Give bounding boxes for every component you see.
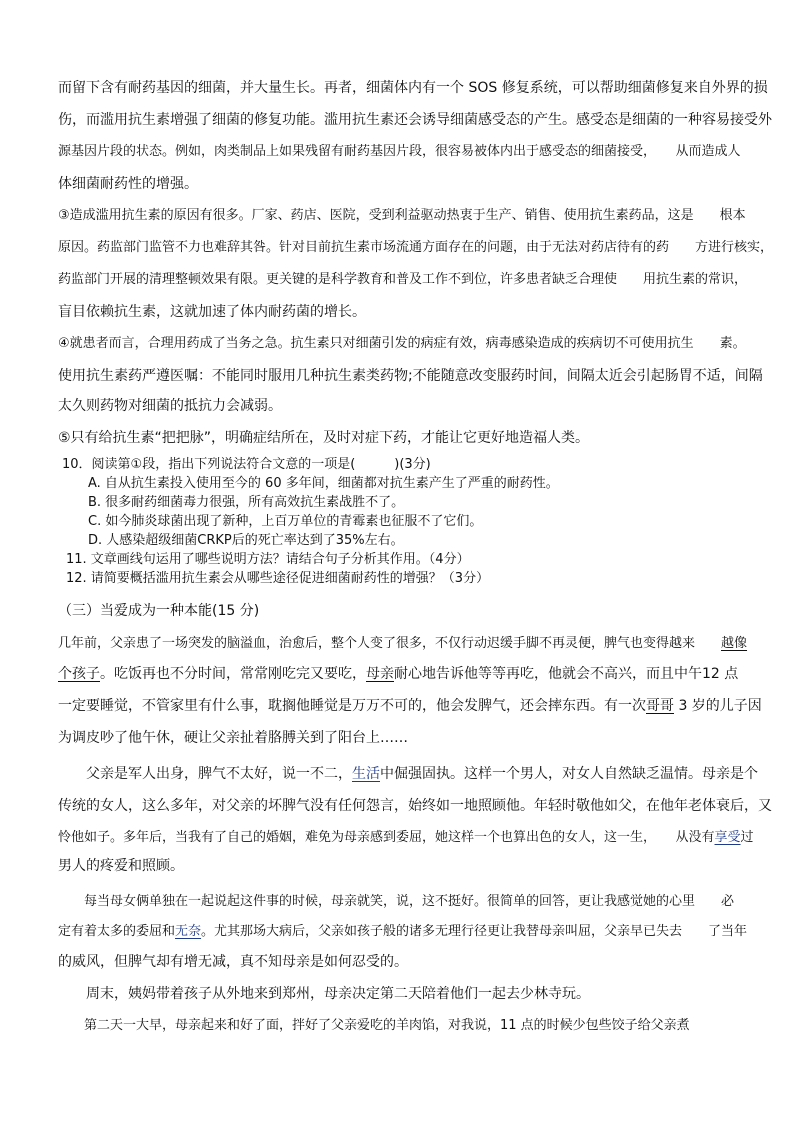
- text-run: 3 岁的儿子因: [674, 698, 762, 714]
- paragraph-line: ④就患者而言，合理用药成了当务之急。抗生素只对细菌引发的病症有效，病毒感染造成的疾病切不可使用抗生 素。: [58, 336, 746, 351]
- text-run: 一定要睡觉，不管家里有什么事，耽搁他睡觉是万万不可的，他会发脾气，还会摔东西。有一次: [58, 698, 646, 714]
- text-run: 怜他如子。多年后，当我有了自己的婚姻，难免为母亲感到委屈，她这样一个也算出色的女人，这一生， 从没有: [58, 830, 715, 845]
- text-run: 几年前，父亲患了一场突发的脑溢血，治愈后，整个人变了很多，不仅行动迟缓手脚不再灵便，脾气也变得越来: [58, 636, 722, 651]
- paragraph-line: [58, 664, 748, 684]
- text-run: 定有着太多的委屈和: [58, 924, 176, 939]
- question-10-option-d: D. 人感染超级细菌CRKP后的死亡率达到了35%左右。: [88, 533, 404, 548]
- paragraph-line: 原因。药监部门监管不力也难辞其咎。针对目前抗生素市场流通方面存在的问题，由于无法对药店待有的药 方进行核实，: [58, 240, 774, 255]
- underlined-phrase: 享受: [714, 830, 741, 845]
- paragraph-line: 药监部门开展的清理整顿效果有限。更关键的是科学教育和普及工作不到位，许多患者缺乏合理使 用抗生素的常识，: [58, 272, 748, 287]
- text-run: 中倔强固执。这样一个男人，对女人自然缺乏温情。母亲是个: [380, 766, 758, 782]
- underlined-phrase: 母亲: [366, 666, 394, 682]
- question-10: 10．阅读第①段，指出下列说法符合文意的一项是( )(3分): [62, 457, 431, 472]
- underlined-phrase: 生活: [352, 766, 380, 782]
- underlined-phrase: 个孩子: [58, 666, 100, 682]
- paragraph-line: 男人的疼爱和照顾。: [58, 858, 184, 874]
- paragraph-line: 每当母女俩单独在一起说起这件事的时候，母亲就笑，说，这不挺好。很简单的回答，更让我感觉她的心里 必: [58, 894, 735, 909]
- paragraph-line: 而留下含有耐药基因的细菌，并大量生长。再者，细菌体内有一个 SOS 修复系统，可以帮助细菌修复来自外界的损: [58, 80, 768, 96]
- text-run: 耐心地告诉他等等再吃，他就会不高兴，而且中午12 点: [394, 666, 739, 682]
- paragraph-line: 第二天一大早，母亲起来和好了面，拌好了父亲爱吃的羊肉馅，对我说，11 点的时候少包些饺子给父亲煮: [58, 1018, 690, 1033]
- paragraph-line: 为调皮吵了他午休，硬让父亲扯着胳膊关到了阳台上……: [58, 730, 408, 746]
- paragraph-line: [58, 634, 748, 654]
- text-run: 。吃饭再也不分时间，常常刚吃完又要吃，: [100, 666, 366, 682]
- underlined-phrase: 无奈: [175, 924, 202, 939]
- text-run: 父亲是军人出身，脾气不太好，说一不二，: [58, 766, 352, 782]
- text-run: 过: [740, 830, 754, 845]
- paragraph-line: [58, 696, 762, 716]
- section-title: （三）当爱成为一种本能(15 分): [58, 603, 260, 619]
- paragraph-line: 伤，而滥用抗生素增强了细菌的修复功能。滥用抗生素还会诱导细菌感受态的产生。感受态是细菌的一种容易接受外: [58, 112, 772, 128]
- question-10-option-b: B. 很多耐药细菌毒力很强，所有高效抗生素战胜不了。: [88, 495, 405, 510]
- question-10-option-c: C. 如今肺炎球菌出现了新种，上百万单位的青霉素也征服不了它们。: [88, 514, 483, 529]
- paragraph-line: [58, 764, 758, 784]
- question-12: 12. 请简要概括滥用抗生素会从哪些途径促进细菌耐药性的增强？（3分）: [66, 571, 490, 586]
- text-run: 。尤其那场大病后，父亲如孩子般的诸多无理行径更让我替母亲叫屈，父亲早已失去 了当年: [201, 924, 748, 939]
- paragraph-line: 周末，姨妈带着孩子从外地来到郑州，母亲决定第二天陪着他们一起去少林寺玩。: [58, 986, 590, 1002]
- paragraph-line: 体细菌耐药性的增强。: [58, 176, 198, 192]
- paragraph-line: 太久则药物对细菌的抵抗力会减弱。: [58, 398, 282, 414]
- paragraph-line: 传统的女人，这么多年，对父亲的坏脾气没有任何怨言，始终如一地照顾他。年轻时敬他如父，在他年老体衰后，又: [58, 798, 772, 814]
- underlined-phrase: 越像: [721, 636, 748, 651]
- question-11: 11. 文章画线句运用了哪些说明方法？请结合句子分析其作用。（4分）: [66, 552, 470, 567]
- paragraph-line: ③造成滥用抗生素的原因有很多。厂家、药店、医院，受到利益驱动热衷于生产、销售、使用抗生素药品，这是 根本: [58, 208, 746, 223]
- underlined-phrase: 哥哥: [646, 698, 674, 714]
- paragraph-line: ⑤只有给抗生素“把把脉”，明确症结所在，及时对症下药，才能让它更好地造福人类。: [58, 430, 590, 446]
- question-10-option-a: A. 自从抗生素投入使用至今的 60 多年间，细菌都对抗生素产生了严重的耐药性。: [88, 476, 559, 491]
- paragraph-line: 源基因片段的状态。例如，肉类制品上如果残留有耐药基因片段，很容易被体内出于感受态的细菌接受， 从而造成人: [58, 144, 741, 159]
- paragraph-line: 盲目依赖抗生素，这就加速了体内耐药菌的增长。: [58, 304, 366, 320]
- paragraph-line: [58, 828, 754, 848]
- paragraph-line: 使用抗生素药严遵医嘱：不能同时服用几种抗生素类药物;不能随意改变服药时间，间隔太近会引起肠胃不适，间隔: [58, 368, 763, 384]
- paragraph-line: 的威风，但脾气却有增无减，真不知母亲是如何忍受的。: [58, 954, 408, 970]
- paragraph-line: [58, 922, 748, 942]
